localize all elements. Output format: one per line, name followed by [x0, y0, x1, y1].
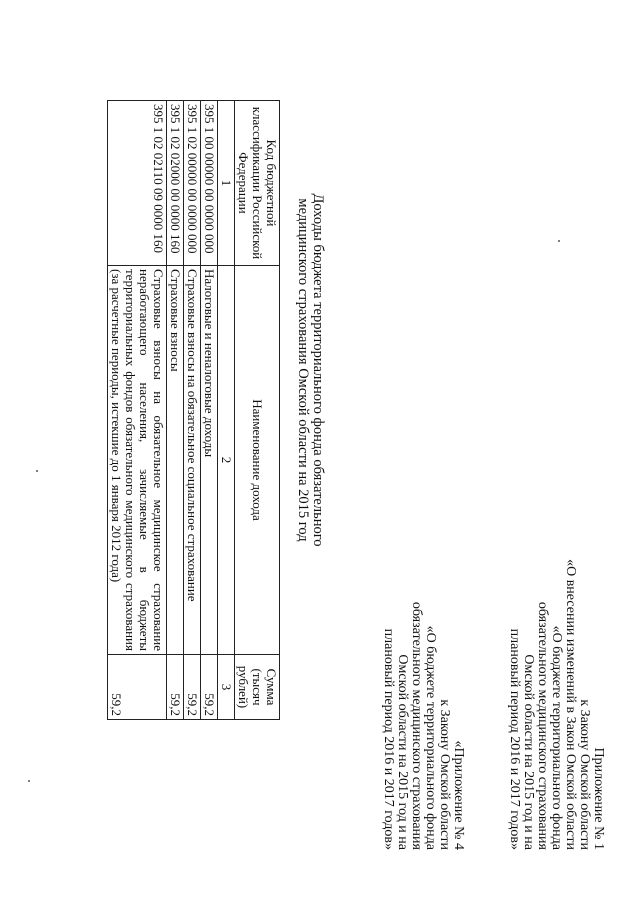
table-row — [108, 101, 167, 720]
column-number: 1 — [218, 101, 235, 266]
header-name: Наименование дохода — [235, 266, 280, 655]
title-line-2: медицинского страхования Омской области на 2015 год — [295, 198, 311, 542]
annex-1-line: Приложение № 1 — [591, 747, 606, 850]
row-code: 395 1 02 02000 00 0000 160 — [167, 101, 184, 266]
table-header-row — [235, 101, 280, 720]
annex-4-line: «О бюджете территориального фонда — [423, 625, 438, 850]
annex-4-line: к Закону Омской области — [437, 699, 452, 850]
annex-1-line: «О внесении изменений в Закон Омской области — [563, 559, 578, 850]
document-title — [295, 70, 325, 670]
row-sum: 59,2 — [201, 655, 218, 720]
annex-1-line: плановый период 2016 и 2017 годов» — [507, 628, 522, 850]
row-name: Налоговые и неналоговые доходы — [201, 266, 218, 655]
column-number: 2 — [218, 266, 235, 655]
row-sum: 59,2 — [184, 655, 201, 720]
annex-1-header — [507, 559, 605, 850]
row-name: Страховые взносы на обязательное социальное страхование — [184, 266, 201, 655]
annex-4-line: плановый период 2016 и 2017 годов» — [381, 628, 396, 850]
annex-1-line: «О бюджете территориального фонда — [549, 625, 564, 850]
table-row — [184, 101, 201, 720]
row-name: Страховые взносы — [167, 266, 184, 655]
annex-1-line: к Закону Омской области — [577, 699, 592, 850]
header-code: Код бюджетной классификации Российской Федерации — [235, 101, 280, 266]
table-row — [167, 101, 184, 720]
table-row — [201, 101, 218, 720]
annex-4-line: «Приложение № 4 — [451, 740, 466, 850]
column-number: 3 — [218, 655, 235, 720]
row-code: 395 1 02 02110 09 0000 160 — [108, 101, 167, 266]
column-number-row — [218, 101, 235, 720]
row-sum: 59,2 — [108, 655, 167, 720]
header-sum: Сумма (тысяч рублей) — [235, 655, 280, 720]
row-sum: 59,2 — [167, 655, 184, 720]
annex-4-header — [381, 602, 465, 850]
row-code: 395 1 00 00000 00 0000 000 — [201, 101, 218, 266]
scan-speck — [36, 470, 38, 472]
title-line-1: Доходы бюджета территориального фонда обязательного — [310, 193, 326, 547]
income-table — [107, 100, 280, 720]
annex-1-line: обязательного медицинского страхования — [535, 601, 550, 850]
annex-4-line: обязательного медицинского страхования — [409, 601, 424, 850]
annex-1-line: Омской области на 2015 год и на — [521, 654, 536, 850]
scan-speck — [28, 780, 30, 782]
row-code: 395 1 02 00000 00 0000 000 — [184, 101, 201, 266]
row-name: Страховые взносы на обязательное медицинское страхование неработающего населения, зачисляемые в бюджеты территориальных фондов обязательного медицинского страхования (за расчетные периоды, истекшие до 1 января 2012 года) — [108, 266, 167, 655]
annex-4-line: Омской области на 2015 год и на — [395, 654, 410, 850]
scan-speck — [558, 240, 560, 242]
